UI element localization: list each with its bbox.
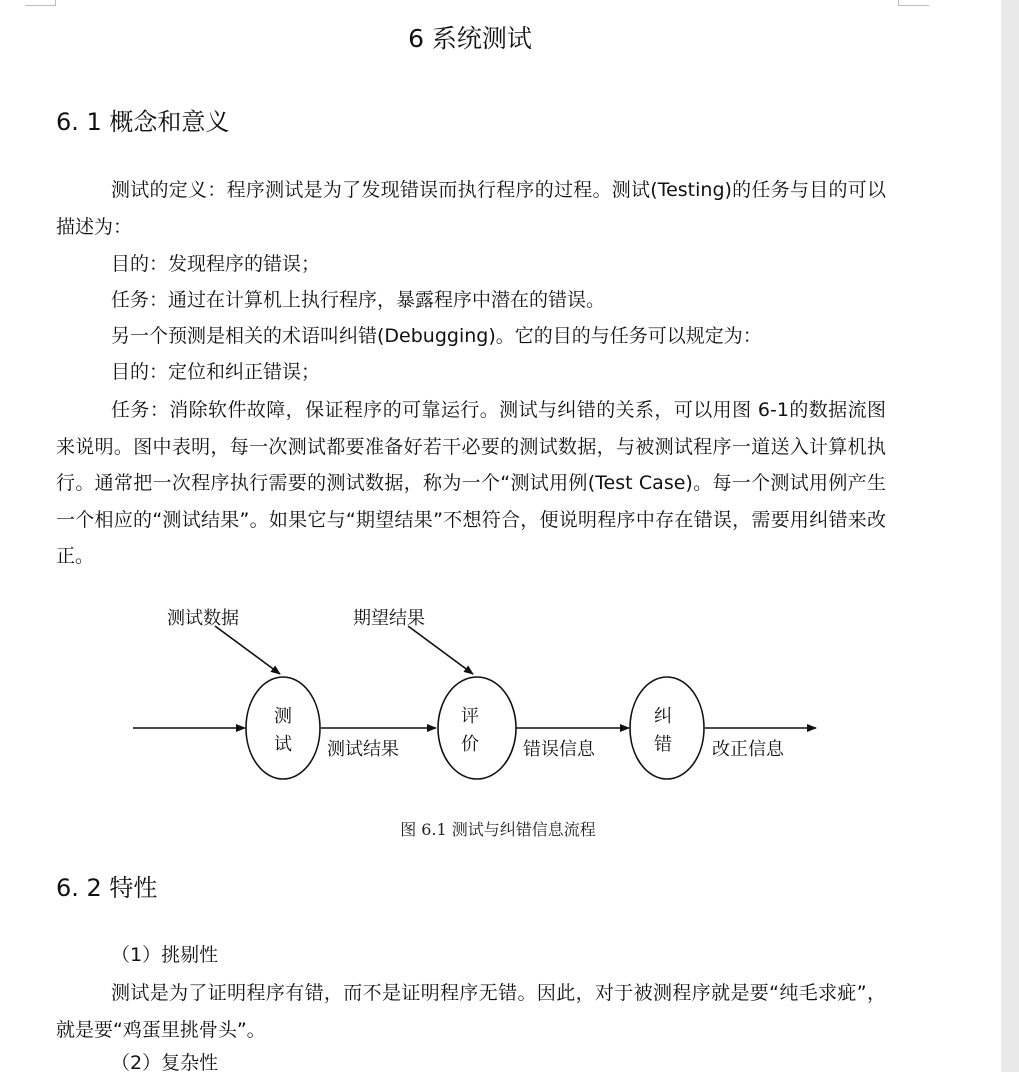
list-item-1-title[interactable]: （1）挑剔性 <box>111 944 219 966</box>
page-corner-mark <box>898 0 929 6</box>
paragraph-debug-intro[interactable]: 另一个预测是相关的术语叫纠错(Debugging)。它的目的与任务可以规定为： <box>111 325 762 347</box>
node-debug-char-2: 错 <box>654 734 672 755</box>
paragraph-picky[interactable]: 测试是为了证明程序有错，而不是证明程序无错。因此，对于被测程序就是要“纯毛求疵”，就是要“鸡蛋里挑骨头”。 <box>56 982 886 1041</box>
node-test-char-2: 试 <box>274 734 292 755</box>
label-error-info: 错误信息 <box>523 739 595 760</box>
vertical-scrollbar[interactable] <box>1001 0 1019 1072</box>
chapter-title[interactable]: 6 系统测试 <box>408 24 532 53</box>
label-test-result: 测试结果 <box>327 739 399 760</box>
label-test-data: 测试数据 <box>167 608 239 629</box>
paragraph-debug-goal[interactable]: 目的：定位和纠正错误； <box>111 361 321 383</box>
node-debug-char-1: 纠 <box>654 706 672 727</box>
paragraph-test-definition[interactable]: 测试的定义：程序测试是为了发现错误而执行程序的过程。测试(Testing)的任务与目的可以描述为： <box>56 179 886 238</box>
paragraph-debug-task[interactable]: 任务：消除软件故障，保证程序的可靠运行。测试与纠错的关系，可以用图 6-1的数据流图来说明。图中表明，每一次测试都要准备好若干必要的测试数据，与被测试程序一道送入计算机执行。通常把一次程序执行需要的测试数据，称为一个“测试用例(Test Case)。每一个测试用例产生一个相应的“测试结果”。如果它与“期望结果”不想符合，便说明程序中存在错误，需要用纠错来改正。 <box>56 399 886 567</box>
section-heading-6-1[interactable]: 6. 1 概念和意义 <box>56 108 230 136</box>
test-debug-flow-diagram <box>120 598 830 798</box>
page-corner-mark <box>25 0 56 6</box>
paragraph-test-goal[interactable]: 目的：发现程序的错误； <box>111 253 321 275</box>
node-eval <box>438 677 516 779</box>
node-debug <box>630 677 704 779</box>
paragraph-test-task[interactable]: 任务：通过在计算机上执行程序，暴露程序中潜在的错误。 <box>111 289 606 311</box>
list-item-2-title[interactable]: （2）复杂性 <box>111 1052 219 1074</box>
node-test <box>246 677 320 779</box>
label-fix-info: 改正信息 <box>712 739 784 760</box>
node-test-char-1: 测 <box>274 706 292 727</box>
arrow-test-data <box>215 626 280 674</box>
node-eval-char-2: 价 <box>461 734 479 755</box>
section-heading-6-2[interactable]: 6. 2 特性 <box>56 874 158 902</box>
node-eval-char-1: 评 <box>461 706 479 727</box>
figure-caption[interactable]: 图 6.1 测试与纠错信息流程 <box>400 820 596 839</box>
label-expected-result: 期望结果 <box>353 608 425 629</box>
arrow-expected <box>408 626 473 674</box>
